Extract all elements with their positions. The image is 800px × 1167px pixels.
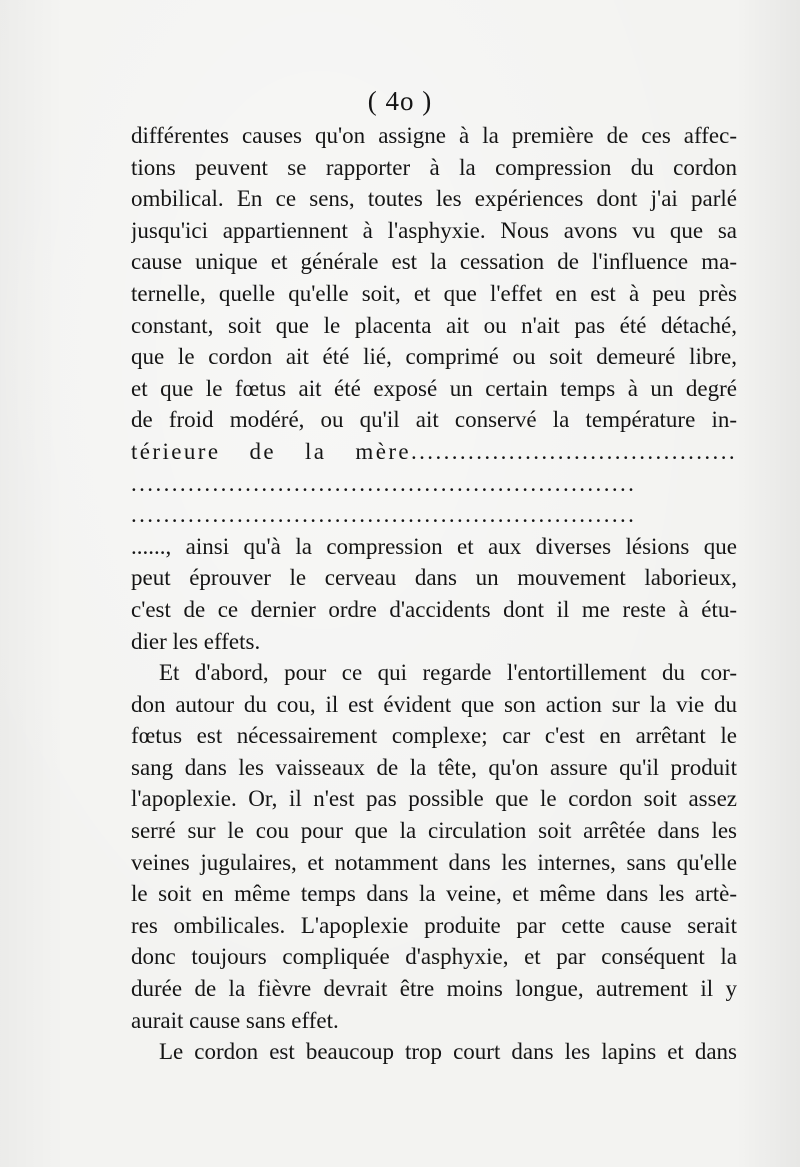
text-line: de froid modéré, ou qu'il ait conservé la température in- xyxy=(131,407,737,433)
ellipsis-line: .............................................................. xyxy=(131,470,637,496)
text-line: donc toujours compliquée d'asphyxie, et par conséquent la xyxy=(131,944,737,970)
page-number: ( 4o ) xyxy=(367,86,433,116)
text-line: jusqu'ici appartiennent à l'asphyxie. Nous avons vu que sa xyxy=(131,217,737,243)
text-line: peut éprouver le cerveau dans un mouvement laborieux, xyxy=(131,565,737,591)
text-line: serré sur le cou pour que la circulation soit arrêtée dans les xyxy=(131,818,737,844)
ellipsis-line: .............................................................. xyxy=(131,502,637,528)
paragraph-start-line: Le cordon est beaucoup trop court dans les lapins et dans xyxy=(159,1039,737,1065)
text-line: le soit en même temps dans la veine, et même dans les artè- xyxy=(131,881,737,907)
text-line: cause unique et générale est la cessation de l'influence ma- xyxy=(131,249,737,275)
text-line: veines jugulaires, et notamment dans les internes, sans qu'elle xyxy=(131,849,737,875)
paragraph-end-line: dier les effets. xyxy=(131,628,261,654)
body-text xyxy=(131,120,737,1068)
text-line: tions peuvent se rapporter à la compression du cordon xyxy=(131,154,737,180)
text-line: ......, ainsi qu'à la compression et aux diverses lésions que xyxy=(131,533,737,559)
text-line: et que le fœtus ait été exposé un certain temps à un degré xyxy=(131,375,737,401)
ellipsis-line: térieure de la mère........................................ xyxy=(131,438,737,464)
text-line: res ombilicales. L'apoplexie produite par cette cause serait xyxy=(131,912,737,938)
text-line: différentes causes qu'on assigne à la première de ces affec- xyxy=(131,123,737,148)
paragraph-start-line: Et d'abord, pour ce qui regarde l'entortillement du cor- xyxy=(159,660,737,686)
text-line: durée de la fièvre devrait être moins longue, autrement il y xyxy=(131,976,737,1002)
text-line: sang dans les vaisseaux de la tête, qu'on assure qu'il produit xyxy=(131,754,737,780)
text-line: ternelle, quelle qu'elle soit, et que l'effet en est à peu près xyxy=(131,280,737,306)
text-line: fœtus est nécessairement complexe; car c'est en arrêtant le xyxy=(131,723,737,749)
text-line: ombilical. En ce sens, toutes les expériences dont j'ai parlé xyxy=(131,186,737,212)
paragraph-end-line: aurait cause sans effet. xyxy=(131,1007,339,1033)
text-line: constant, soit que le placenta ait ou n'ait pas été détaché, xyxy=(131,312,737,338)
text-line: don autour du cou, il est évident que son action sur la vie du xyxy=(131,691,737,717)
text-line: que le cordon ait été lié, comprimé ou soit demeuré libre, xyxy=(131,344,737,370)
text-line: c'est de ce dernier ordre d'accidents dont il me reste à étu- xyxy=(131,596,737,622)
text-line: l'apoplexie. Or, il n'est pas possible que le cordon soit assez xyxy=(131,786,737,812)
